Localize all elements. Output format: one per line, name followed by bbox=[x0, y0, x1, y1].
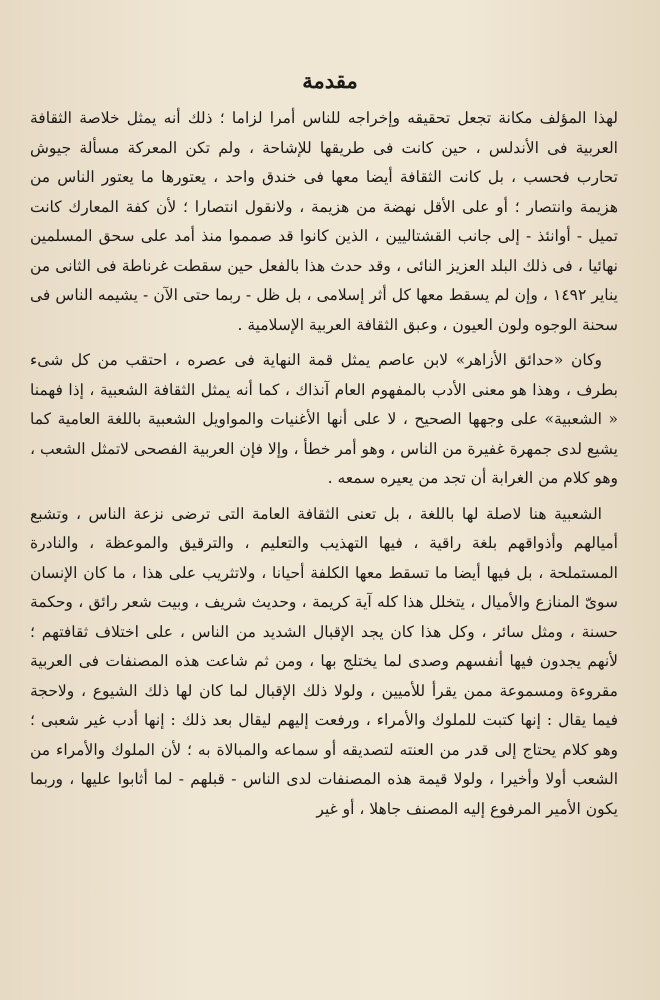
page-heading: مقدمة bbox=[302, 68, 358, 93]
body-text bbox=[30, 104, 618, 984]
paragraph-2: وكان «حدائق الأزاهر» لابن عاصم يمثل قمة النهاية فى عصره ، احتقب من كل شىء بطرف ، وهذا هو معنى الأدب بالمفهوم العام آنذاك ، كما أنه يمثل الثقافة الشعبية ، إذا فهمنا « الشعبية» على وجهها الصحيح ، لا على أنها الأغنيات والمواويل الشعبية باللغة العامية كما يشيع لدى جمهرة غفيرة من الناس ، وهو أمر خطأ ، وإلا فإن العربية الفصحى لاتمثل الشعب ، وهو كلام من الغرابة أن تجد من يعيره سمعه . bbox=[30, 351, 618, 487]
paragraph-1: لهذا المؤلف مكانة تجعل تحقيقه وإخراجه للناس أمرا لزاما ؛ ذلك أنه يمثل خلاصة الثقافة العربية فى الأندلس ، حين كانت فى طريقها للإشاحة ، ولم تكن المعركة مسألة جيوش تحارب فحسب ، بل كانت الثقافة أيضا معها فى خندق واحد ، يعتورها ما يعتور الناس من هزيمة وانتصار ؛ أو على الأقل نهضة من هزيمة ، ولانقول انتصارا ؛ لأن كفة المعارك كانت تميل - أوانئذ - إلى جانب القشتاليين ، الذين كانوا قد صمموا منذ أمد على سحق المسلمين نهائيا ، فى ذلك البلد العزيز النائى ، وقد حدث هذا بالفعل حين سقطت غرناطة فى الثانى من يناير ١٤٩٢ ، وإن لم يسقط معها كل أثر إسلامى ، بل ظل - ربما حتى الآن - يشيمه الناس فى سحنة الوجوه ولون العيون ، وعبق الثقافة العربية الإسلامية . bbox=[30, 109, 618, 334]
paragraph-3: الشعبية هنا لاصلة لها باللغة ، بل تعنى الثقافة العامة التى ترضى نزعة الناس ، وتشبع أميالهم وأذواقهم بلغة راقية ، فيها التهذيب والتعليم ، والترقيق والموعظة ، والنادرة المستملحة ، بل فيها أيضا ما تسقط معها الكلفة أحيانا ، ولاتثريب على هذا ، ما كان الإنسان سوىّ المنازع والأميال ، يتخلل هذا كله آية كريمة ، وحديث شريف ، وبيت شعر رائق ، وحكمة حسنة ، ومثل سائر ، وكل هذا كان يجد الإقبال الشديد من الناس ، على اختلاف ثقافتهم ؛ لأنهم يجدون فيها أنفسهم وصدى لما يختلج بها ، ومن ثم شاعت هذه المصنفات فى العربية مقروءة ومسموعة ممن يقرأ للأميين ، ولولا ذلك الإقبال لما كان لها ذلك الشيوع ، ولاحجة فيما يقال : إنها كتبت للملوك والأمراء ، ورفعت إليهم ليقال بعد ذلك : إنها أدب غير شعبى ؛ وهو كلام يحتاج إلى قدر من العنته لتصديقه أو سماعه والمبالاة به ؛ لأن الملوك والأمراء من الشعب أولا وأخيرا ، ولولا قيمة هذه المصنفات لدى الناس - قبلهم - لما أثابوا عليها ، وربما يكون الأمير المرفوع إليه المصنف جاهلا ، أو غير bbox=[30, 504, 618, 818]
